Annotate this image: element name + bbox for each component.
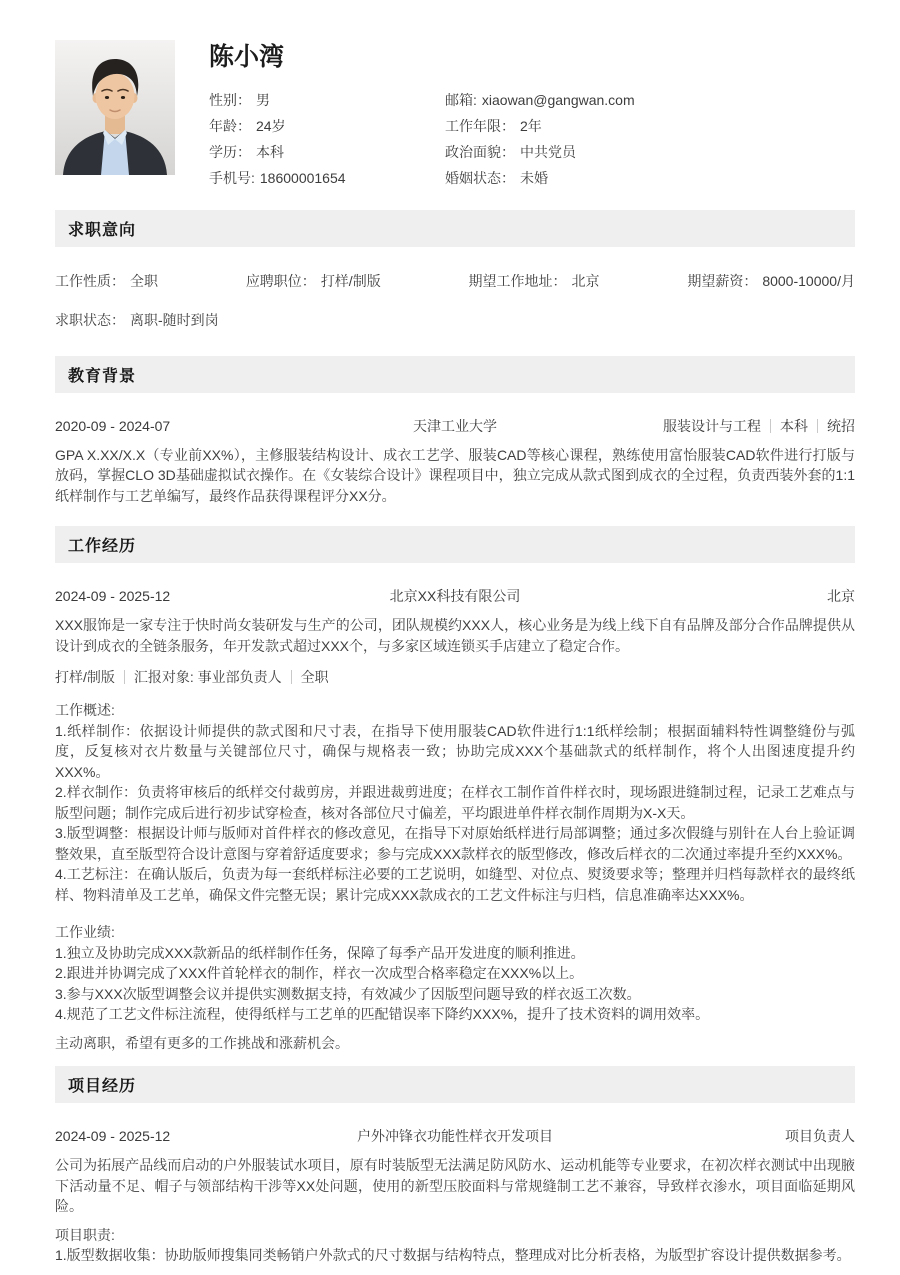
project-name: 户外冲锋衣功能性样衣开发项目: [357, 1128, 553, 1145]
profile-info: [175, 40, 855, 187]
candidate-name: 陈小湾: [209, 43, 285, 71]
job-intention-row: [55, 272, 855, 290]
work-achievements-label: 工作业绩:: [55, 924, 115, 941]
education-major: 服装设计与工程: [663, 417, 761, 434]
field-political-status: 政治面貌： 中共党员: [445, 143, 576, 160]
field-email: 邮箱: xiaowan@gangwan.com: [445, 91, 635, 108]
field-job-type: 工作性质： 全职: [55, 272, 158, 289]
field-phone: 手机号: 18600001654: [209, 169, 346, 186]
work-overview-item: 1.纸样制作：依据设计师提供的款式图和尺寸表，在指导下使用服装CAD软件进行1:1纸样绘制；根据面辅料特性调整缝份与弧度，反复核对衣片数量与关键部位尺寸，确保与规格表一致；协助完成XXX个基础款式的纸样制作，将个人出图速度提升约XXX%。: [55, 722, 855, 780]
work-overview-block: [55, 700, 855, 905]
vertical-divider: [291, 670, 292, 684]
work-overview-label: 工作概述:: [55, 702, 115, 719]
work-meta-row: [55, 668, 855, 686]
work-employment-type: 全职: [300, 669, 329, 686]
field-degree: 学历： 本科: [209, 143, 284, 160]
project-duties-label: 项目职责:: [55, 1226, 115, 1243]
project-duty-item: 1.版型数据收集：协助版师搜集同类畅销户外款式的尺寸数据与结构特点，整理成对比分析表格，为版型扩容设计提供数据参考。: [55, 1247, 851, 1264]
work-achievement-item: 4.规范了工艺文件标注流程，使得纸样与工艺单的匹配错误率下降约XXX%，提升了技术资料的调用效率。: [55, 1006, 710, 1023]
field-marital-status: 婚姻状态： 未婚: [445, 169, 548, 186]
vertical-divider: [124, 670, 125, 684]
work-company: 北京XX科技有限公司: [389, 588, 521, 605]
section-title: 求职意向: [68, 221, 137, 239]
work-achievement-item: 1.独立及协助完成XXX款新品的纸样制作任务，保障了每季产品开发进度的顺利推进。: [55, 944, 585, 961]
section-work-experience: [55, 526, 855, 1053]
education-enrollment-type: 统招: [827, 417, 855, 434]
profile-detail-grid: [209, 91, 855, 187]
work-achievement-item: 3.参与XXX次版型调整会议并提供实测数据支持，有效减少了因版型问题导致的样衣返工次数。: [55, 985, 641, 1002]
work-achievement-item: 2.跟进并协调完成了XXX件首轮样衣的制作，样衣一次成型合格率稳定在XXX%以上。: [55, 965, 584, 982]
profile-photo: [55, 40, 175, 175]
field-expected-salary: 期望薪资： 8000-10000/月: [687, 272, 855, 289]
field-target-location: 期望工作地址： 北京: [468, 272, 600, 289]
field-age: 年龄： 24岁: [209, 117, 286, 134]
section-title: 教育背景: [68, 367, 137, 385]
section-education: [55, 356, 855, 507]
project-period: 2024-09 - 2025-12: [55, 1128, 171, 1145]
section-title: 工作经历: [68, 538, 137, 556]
education-period: 2020-09 - 2024-07: [55, 417, 171, 434]
vertical-divider: [770, 419, 771, 433]
work-position: 打样/制版: [55, 669, 115, 686]
project-duties-block: [55, 1225, 855, 1266]
leave-reason: 主动离职，希望有更多的工作挑战和涨薪机会。: [55, 1034, 349, 1051]
section-job-intention: [55, 210, 855, 329]
work-head-row: [55, 587, 855, 605]
work-overview-item: 4.工艺标注：在确认版后，负责为每一套纸样标注必要的工艺说明，如缝型、对位点、熨烫要求等；整理并归档每款样衣的最终纸样、物料清单及工艺单，确保文件完整无误；累计完成XXX款成衣的工艺文件标注与归档，信息准确率达XXX%。: [55, 866, 855, 903]
section-title: 项目经历: [68, 1078, 137, 1096]
project-head-row: [55, 1127, 855, 1145]
section-project-experience: [55, 1066, 855, 1266]
work-location: 北京: [827, 588, 855, 605]
work-report-to: 汇报对象: 事业部负责人: [133, 669, 282, 686]
work-overview-item: 3.版型调整：根据设计师与版师对首件样衣的修改意见，在指导下对原始纸样进行局部调整；通过多次假缝与别针在人台上验证调整效果，直至版型符合设计意图与穿着舒适度要求；参与完成XXX款样衣的版型修改，修改后样衣的二次通过率提升至约XXX%。: [55, 825, 855, 862]
vertical-divider: [817, 419, 818, 433]
education-description: GPA X.XX/X.X（专业前XX%），主修服装结构设计、成衣工艺学、服装CAD等核心课程，熟练使用富怡服装CAD软件进行打版与放码，掌握CLO 3D基础虚拟试衣操作。在《女装综合设计》课程项目中，独立完成从款式图到成衣的全过程，负责西装外套的1:1纸样制作与工艺单编写，最终作品获得课程评分XX分。: [55, 446, 855, 504]
education-head-row: [55, 417, 855, 435]
job-intention-title-bar: [55, 210, 855, 247]
company-intro: XXX服饰是一家专注于快时尚女装研发与生产的公司，团队规模约XXX人，核心业务是为线上线下自有品牌及部分合作品牌提供从设计到成衣的全链条服务，年开发款式超过XXX个，与多家区域连锁买手店建立了稳定合作。: [55, 617, 855, 654]
work-title-bar: [55, 526, 855, 563]
project-background: 公司为拓展产品线而启动的户外服装试水项目，原有时装版型无法满足防风防水、运动机能等专业要求，在初次样衣测试中出现腋下活动量不足、帽子与领部结构干涉等XX处问题，使用的新型压胶面料与常规缝制工艺不兼容，导致样衣渗水，项目面临延期风险。: [55, 1157, 855, 1215]
work-overview-item: 2.样衣制作：负责将审核后的纸样交付裁剪房，并跟进裁剪进度；在样衣工制作首件样衣时，现场跟进缝制过程，记录工艺难点与版型问题；制作完成后进行初步试穿检查，核对各部位尺寸偏差，平均跟进单件样衣制作周期为X-X天。: [55, 784, 855, 821]
field-target-position: 应聘职位： 打样/制版: [245, 272, 381, 289]
education-title-bar: [55, 356, 855, 393]
education-tags: [497, 417, 855, 435]
profile-header: [55, 40, 855, 187]
field-job-status: 求职状态： 离职-随时到岗: [55, 311, 219, 328]
field-work-years: 工作年限： 2年: [445, 117, 542, 134]
project-role: 项目负责人: [785, 1128, 855, 1145]
education-degree: 本科: [780, 417, 808, 434]
work-period: 2024-09 - 2025-12: [55, 588, 171, 605]
education-school: 天津工业大学: [413, 417, 497, 434]
field-gender: 性别： 男: [209, 91, 270, 108]
work-achievements-block: [55, 922, 855, 1025]
project-title-bar: [55, 1066, 855, 1103]
person-portrait-icon: [55, 40, 175, 175]
